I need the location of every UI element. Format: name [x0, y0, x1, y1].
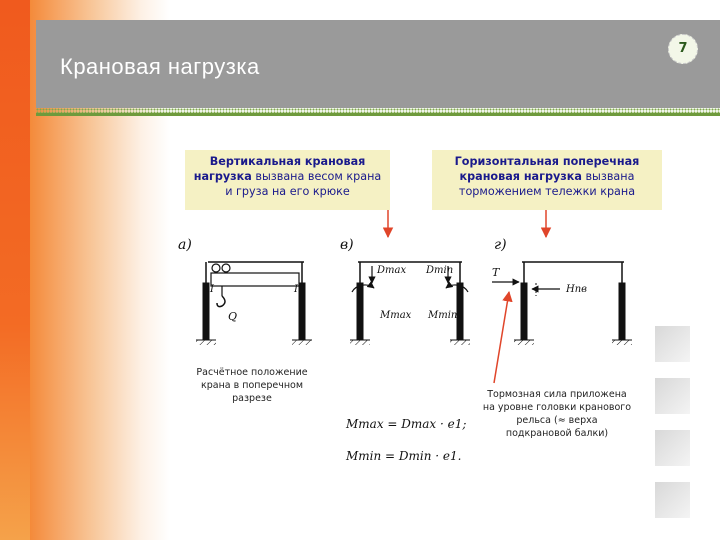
braking-note-arrow	[494, 292, 509, 383]
page-number-badge: 7	[668, 34, 698, 64]
braking-force-note: Тормозная сила приложена на уровне головки кранового рельса (≈ верха подкрановой балки)	[482, 389, 632, 439]
label-v: в)	[340, 237, 354, 253]
decor-square	[655, 430, 690, 466]
vertical-load-callout-bold: Вертикальная крановая нагрузка	[193, 155, 366, 183]
decor-square	[655, 482, 690, 518]
label-g: г)	[494, 237, 507, 253]
label-q: Q	[228, 310, 238, 323]
decor-square	[655, 326, 690, 362]
frame-g	[492, 262, 632, 345]
position-note: Расчётное положение крана в поперечном разрезе	[196, 367, 308, 404]
label-dmax: Dmax	[377, 265, 407, 276]
formula-mmax: Mmax = Dmax · e1;	[346, 417, 467, 431]
label-a: а)	[178, 237, 192, 253]
label-t: T	[492, 266, 500, 279]
vertical-load-callout-text: вызвана весом крана и груза на его крюке	[225, 170, 382, 198]
horizontal-load-callout-text: вызвана торможением тележки крана	[458, 170, 636, 198]
label-i-left: I	[210, 284, 214, 295]
label-i-right: I	[294, 284, 298, 295]
label-dmin: Dmin	[426, 265, 454, 276]
frame-a	[196, 262, 312, 345]
slide-title: Крановая нагрузка	[60, 54, 260, 79]
label-mmin: Mmin	[428, 310, 458, 321]
label-mmax: Mmax	[380, 310, 412, 321]
label-hnb: Hпв	[566, 284, 587, 295]
decor-square	[655, 378, 690, 414]
formula-mmin: Mmin = Dmin · e1.	[346, 449, 462, 463]
horizontal-load-callout-bold: Горизонтальная поперечная крановая нагрузка	[454, 155, 640, 183]
